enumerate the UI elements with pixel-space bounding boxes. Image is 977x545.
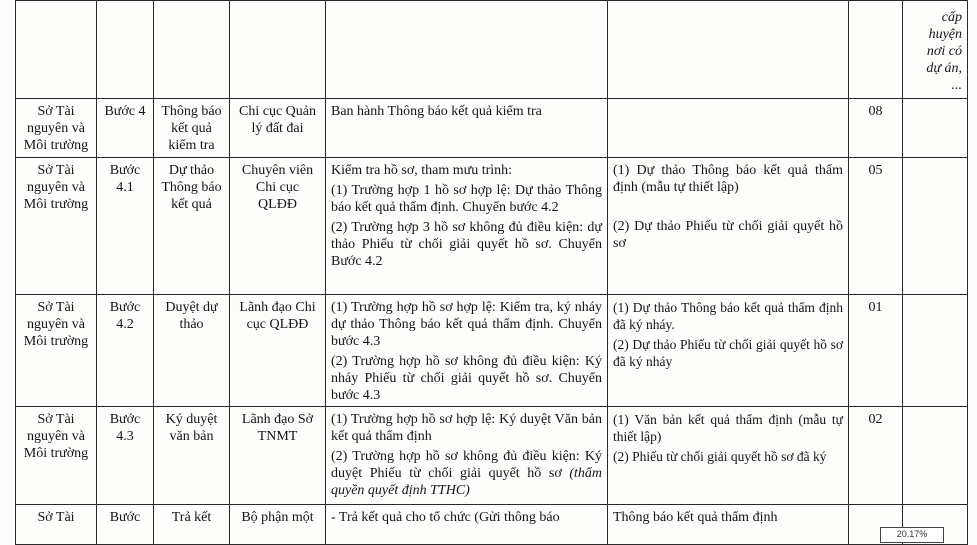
result-cell: (1) Văn bản kết quả thẩm định (mẫu tự thiết lập) (2) Phiếu từ chối giải quyết hồ sơ đã ký [608, 407, 849, 505]
org-cell: Sở Tài [16, 505, 97, 545]
result-cell: (1) Dự thảo Thông báo kết quả thẩm định đã ký nháy. (2) Dự thảo Phiếu từ chối giải quyết hồ sơ đã ký nháy [608, 295, 849, 407]
step-cell: Bước 4.1 [97, 158, 154, 295]
step-cell: Bước [97, 505, 154, 545]
result-cell: Thông báo kết quả thẩm định [608, 505, 849, 545]
time-cell: 02 [849, 407, 903, 505]
org-cell: Sở Tài nguyên và Môi trường [16, 99, 97, 158]
time-cell: 01 [849, 295, 903, 407]
actor-cell [230, 1, 326, 99]
actor-cell: Bộ phận một [230, 505, 326, 545]
time-cell [849, 1, 903, 99]
note-cell [903, 407, 968, 505]
actor-cell: Lãnh đạo Chi cục QLĐĐ [230, 295, 326, 407]
note-cell: cấp huyện nơi có dự án, ... [903, 1, 968, 99]
content-cell [326, 1, 608, 99]
result-cell: (1) Dự thảo Thông báo kết quả thẩm định (mẫu tự thiết lập) (2) Dự thảo Phiếu từ chối giải quyết hồ sơ [608, 158, 849, 295]
table-row [16, 505, 968, 545]
step-name-cell: Duyệt dự thảo [154, 295, 230, 407]
org-cell: Sở Tài nguyên và Môi trường [16, 407, 97, 505]
result-cell [608, 1, 849, 99]
actor-cell: Chi cục Quản lý đất đai [230, 99, 326, 158]
step-cell: Bước 4.2 [97, 295, 154, 407]
content-cell: Ban hành Thông báo kết quả kiểm tra [326, 99, 608, 158]
actor-cell: Lãnh đạo Sở TNMT [230, 407, 326, 505]
time-cell: 08 [849, 99, 903, 158]
step-name-cell: Trả kết [154, 505, 230, 545]
content-cell: - Trả kết quả cho tổ chức (Gửi thông báo [326, 505, 608, 545]
content-cell: (1) Trường hợp hồ sơ hợp lệ: Ký duyệt Văn bản kết quả thẩm định (2) Trường hợp hồ sơ không đủ điều kiện: Ký duyệt Phiếu từ chối giải quyết hồ sơ (thẩm quyền quyết định TTHC) [326, 407, 608, 505]
step-cell [97, 1, 154, 99]
time-cell: 05 [849, 158, 903, 295]
actor-cell: Chuyên viên Chi cục QLĐĐ [230, 158, 326, 295]
table-row [16, 158, 968, 295]
note-cell [903, 99, 968, 158]
step-name-cell: Thông báo kết quả kiểm tra [154, 99, 230, 158]
note-cell [903, 158, 968, 295]
zoom-indicator: 20.17% [880, 527, 944, 543]
step-name-cell: Dự thảo Thông báo kết quả [154, 158, 230, 295]
note-cell [903, 295, 968, 407]
content-cell: Kiểm tra hồ sơ, tham mưu trình: (1) Trường hợp 1 hồ sơ hợp lệ: Dự thảo Thông báo kết quả thẩm định. Chuyển bước 4.2 (2) Trường hợp 3 hồ sơ không đủ điều kiện: dự thảo Phiếu từ chối giải quyết hồ sơ. Chuyển Bước 4.2 [326, 158, 608, 295]
procedure-table [15, 0, 968, 545]
content-cell: (1) Trường hợp hồ sơ hợp lệ: Kiểm tra, ký nháy dự thảo Thông báo kết quả thẩm định. Chuyển bước 4.3 (2) Trường hợp hồ sơ không đủ điều kiện: Ký nháy Phiếu từ chối giải quyết hồ sơ. Chuyển bước 4.3 [326, 295, 608, 407]
table-row [16, 407, 968, 505]
org-cell [16, 1, 97, 99]
step-name-cell [154, 1, 230, 99]
org-cell: Sở Tài nguyên và Môi trường [16, 295, 97, 407]
table-row [16, 1, 968, 99]
authority-note: (thẩm quyền quyết định TTHC) [331, 466, 603, 498]
step-cell: Bước 4.3 [97, 407, 154, 505]
step-name-cell: Ký duyệt văn bản [154, 407, 230, 505]
table-row [16, 295, 968, 407]
result-cell [608, 99, 849, 158]
table-row [16, 99, 968, 158]
org-cell: Sở Tài nguyên và Môi trường [16, 158, 97, 295]
step-cell: Bước 4 [97, 99, 154, 158]
